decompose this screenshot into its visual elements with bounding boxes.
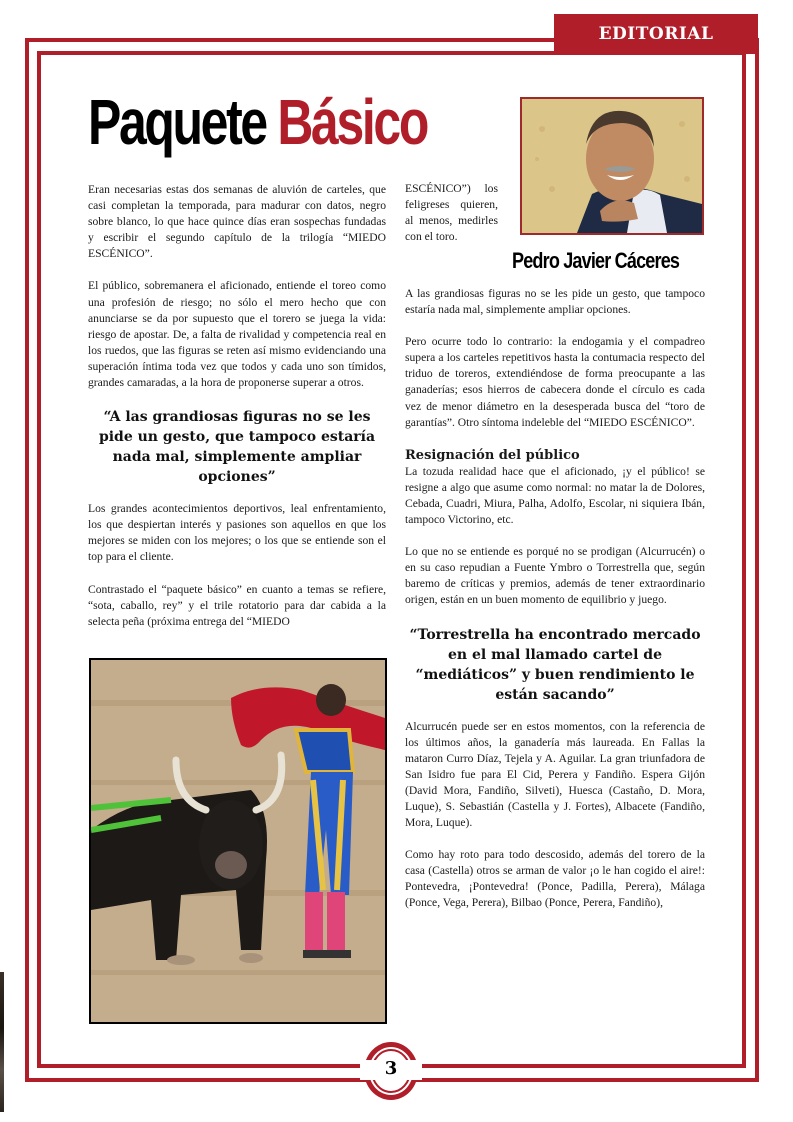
- paragraph: El público, sobremanera el aficionado, entiende el toreo como una profesión de riesgo; no sólo el mero hecho que con anunciarse se da por supuesto que el torero se juega la vida: riesgo de apostar. De, a falta de rivalidad y competencia real en los ruedos, que las figuras se reten así mismo evidenciando una superación íntima toda vez que todos y cada uno son tímidos, grandes camaradas, a la hora de proponerse superar a otros.: [88, 279, 386, 390]
- paragraph: Pero ocurre todo lo contrario: la endogamia y el compadreo supera a los carteles repetitivos hasta la contumacia respecto del triduo de toreros, extendiéndose de forma preocupante a las ganaderías; esos hierros de cabecera donde el círculo es cada vez de menor diámetro en la desesperada busca del “toro de garantías”. Otro síntoma indeleble del “MIEDO ESCÉNICO”.: [405, 335, 705, 429]
- right-column: [405, 286, 705, 928]
- paragraph: Los grandes acontecimientos deportivos, leal enfrentamiento, los que despiertan interés y pasiones son aquellos en que los mejores se miden con los mejores; o los que se entiende son el top para el cliente.: [88, 502, 386, 564]
- adjacent-page-edge: [0, 972, 4, 1112]
- subheading: Resignación del público: [405, 447, 580, 463]
- author-portrait-illustration: [522, 99, 702, 233]
- pull-quote: “A las grandiosas figuras no se les pide un gesto, que tampoco estaría nada mal, simplemente ampliar opciones”: [98, 409, 376, 486]
- bullfight-photo: [89, 658, 387, 1024]
- right-column-top: [405, 181, 498, 261]
- paragraph: A las grandiosas figuras no se les pide un gesto, que tampoco estaría nada mal, simplemente ampliar opciones.: [405, 287, 705, 317]
- section-tab: [554, 14, 758, 54]
- pull-quote: “Torrestrella ha encontrado mercado en el mal llamado cartel de “mediáticos” y buen rendimiento le están sacando”: [409, 626, 701, 703]
- title-part-2: Básico: [277, 86, 428, 158]
- bullfight-illustration: [91, 660, 385, 1022]
- author-photo: [520, 97, 704, 235]
- paragraph: Eran necesarias estas dos semanas de aluvión de carteles, que casi completan la temporada, para madurar con datos, negro sobre blanco, lo que hace quince días eran sospechas fundadas y escribir el segundo capítulo de la trilogía “MIEDO ESCÉNICO”.: [88, 183, 386, 261]
- paragraph: Contrastado el “paquete básico” en cuanto a temas se refiere, “sota, caballo, rey” y el trile rotatorio para dar cabida a la selecta peña (próxima entrega del “MIEDO: [88, 582, 386, 628]
- paragraph: La tozuda realidad hace que el aficionado, ¡y el público! se resigne a algo que asume como normal: no matar la de Dolores, Cebada, Cuadri, Miura, Palha, Adolfo, Escolar, ni siquiera Ibán, tampoco Victorino, etc.: [405, 464, 705, 527]
- paragraph: ESCÉNICO”) los feligreses quieren, al menos, medirles con el toro.: [405, 182, 498, 244]
- paragraph: Lo que no se entiende es porqué no se prodigan (Alcurrucén) o en su caso repudian a Fuente Ymbro o Torrestrella que, según baremo de críticas y premios, además de tener extraordinario origen, están en un buen momento de equilibrio y juego.: [405, 545, 705, 607]
- paragraph: Alcurrucén puede ser en estos momentos, con la referencia de los últimos años, la ganadería más laureada. En Fallas la mataron Curro Díaz, Tejela y A. Aguilar. La gran triunfadora de San Isidro fue para El Cid, Perera y Fandiño. Espera Gijón (David Mora, Fandiño, Silveti), Huesca (Castaño, D. Mora, Luque), S. Sebastián (Castella y J. Fortes), Albacete (Fandiño, Mora, Luque).: [405, 719, 705, 830]
- title-part-1: Paquete: [88, 86, 266, 158]
- section-label: EDITORIAL: [598, 24, 714, 44]
- author-name: Pedro Javier Cáceres: [512, 248, 680, 273]
- page-number: 3: [384, 1058, 398, 1079]
- article-title: [88, 86, 428, 158]
- paragraph: Como hay roto para todo descosido, además del torero de la casa (Castella) otros se arman de valor ¡o le han cogido el aire!: Pontevedra, ¡Pontevedra! (Ponce, Padilla, Perera), Málaga (Ponce, Vega, Perera), Bilbao (Ponce, Perera, Fandiño),: [405, 848, 705, 910]
- left-column: [88, 182, 386, 646]
